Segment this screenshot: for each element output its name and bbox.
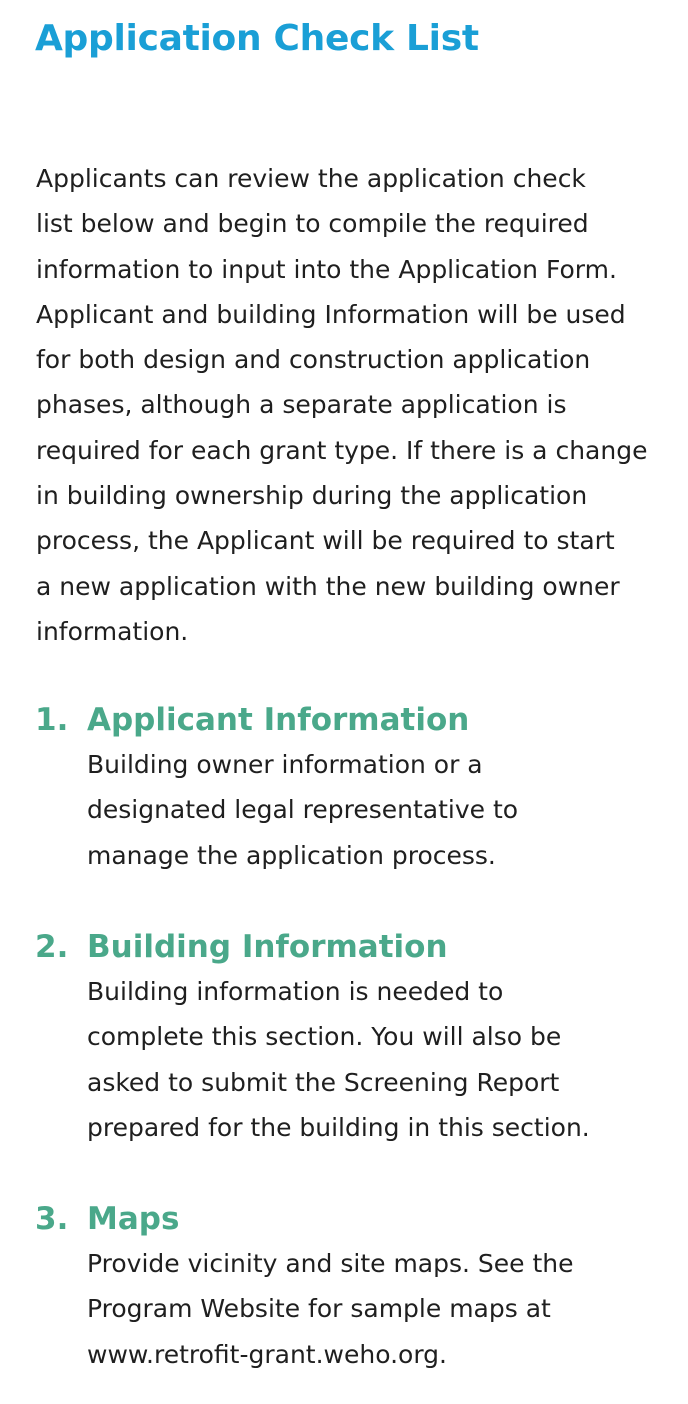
intro-paragraph	[36, 156, 676, 654]
description-line: manage the application process.	[87, 840, 496, 870]
intro-line: information to input into the Application Form.	[36, 254, 617, 284]
intro-line: process, the Applicant will be required to start	[36, 526, 615, 556]
intro-line: list below and begin to compile the required	[36, 209, 589, 239]
intro-line: required for each grant type. If there is a change	[36, 435, 648, 465]
description-line: Provide vicinity and site maps. See the	[87, 1249, 574, 1278]
intro-line: Applicant and building Information will be used	[36, 299, 626, 329]
intro-line: Applicants can review the application check	[36, 164, 586, 193]
intro-line: for both design and construction application	[36, 345, 591, 375]
description-line: www.retrofit-grant.weho.org.	[87, 1339, 447, 1369]
item-description	[87, 969, 590, 1150]
item-title: Building Information	[87, 929, 448, 965]
item-number: 1.	[35, 702, 69, 738]
description-line: prepared for the building in this section.	[87, 1112, 590, 1142]
item-title: Applicant Information	[87, 702, 470, 738]
item-number: 2.	[35, 929, 69, 965]
item-description	[87, 742, 518, 878]
intro-line: information.	[36, 616, 189, 646]
page-title: Application Check List	[35, 18, 479, 59]
intro-line: phases, although a separate application is	[36, 390, 567, 420]
description-line: Building owner information or a	[87, 750, 483, 779]
item-description	[87, 1241, 574, 1377]
intro-line: in building ownership during the application	[36, 481, 588, 511]
description-line: complete this section. You will also be	[87, 1022, 562, 1052]
description-line: Program Website for sample maps at	[87, 1294, 551, 1324]
item-number: 3.	[35, 1201, 69, 1237]
intro-line: a new application with the new building owner	[36, 571, 620, 601]
description-line: Building information is needed to	[87, 977, 504, 1006]
item-title: Maps	[87, 1201, 180, 1237]
description-line: designated legal representative to	[87, 795, 519, 825]
description-line: asked to submit the Screening Report	[87, 1067, 560, 1097]
